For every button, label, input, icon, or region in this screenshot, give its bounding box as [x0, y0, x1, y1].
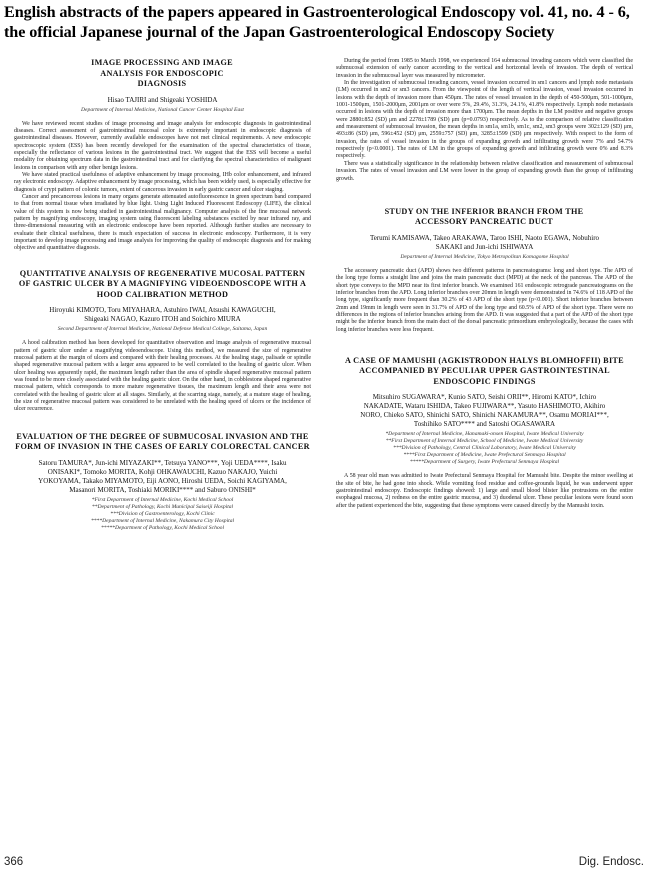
affiliation-line: Department of Internal Medicine, Tokyo Metropolitan Komagome Hospital [400, 253, 569, 260]
affiliation-line: *****Department of Surgery, Iwate Prefectural Senmaya Hospital [409, 459, 560, 466]
article-authors: Hisao TAJIRI and Shigeaki YOSHIDA [107, 95, 218, 104]
article-authors: Mitsuhiro SUGAWARA*, Kunio SATO, Seishi ORII**, Hiromi KATO*, Ichiro NAKADATE, Wataru ISHIDA, Takeo FUJIWARA**, Yasuto HASHIMOTO, Akihiro NORO, Chieko SATO, Shinichi SATO, Shinichi NAKAMURA**, Osamu MORIAI***, Toshihiko SATO**** and Satoshi OGASAWARA [360, 393, 609, 429]
article-abstract [14, 121, 311, 253]
affiliation-line: ***Division of Pathology, Central Clinical Laboratory, Iwate Medical University [393, 445, 576, 452]
article-inferior-branch [336, 207, 633, 334]
article-affiliations [14, 326, 311, 333]
abstract-paragraph: During the period from 1985 to March 1998, we experienced 164 submucosal invading cancers which were classified the submucosal extension of early cancer according to the vertical and horizontal levels of invasion. The depth of vertical invasion in the submucosal layer was measured by micrometer. [336, 58, 633, 79]
article-affiliations [14, 497, 311, 532]
article-image-processing [14, 58, 311, 253]
article-title: A CASE OF MAMUSHI (AGKISTRODON HALYS BLOMHOFFII) BITE ACCOMPANIED BY PECULIAR UPPER GASTROINTESTINAL ENDOSCOPIC FINDINGS [345, 355, 624, 386]
article-submucosal-invasion-continued [336, 58, 633, 183]
affiliation-line: Department of Internal Medicine, National Cancer Center Hospital East [81, 106, 244, 113]
article-abstract [14, 340, 311, 413]
affiliation-line: ****First Department of Medicine, Iwate Prefectural Senmaya Hospital [403, 452, 566, 459]
article-authors: Terumi KAMISAWA, Takeo ARAKAWA, Taroo ISHI, Naoto EGAWA, Nobuhiro SAKAKI and Jun-ichi ISHIWAYA [369, 233, 600, 251]
affiliation-line: Second Department of Internal Medicine, National Defense Medical College, Saitama, Japan [57, 326, 268, 333]
article-title: EVALUATION OF THE DEGREE OF SUBMUCOSAL INVASION AND THE FORM OF INVASION IN THE CASES OF EARLY COLORECTAL CANCER [15, 431, 310, 452]
affiliation-line: **First Department of Internal Medicine, School of Medicine, Iwate Medical University [385, 438, 584, 445]
article-affiliations [14, 107, 311, 114]
left-column [14, 58, 311, 544]
article-title: QUANTITATIVE ANALYSIS OF REGENERATIVE MUCOSAL PATTERN OF GASTRIC ULCER BY A MAGNIFYING VIDEOENDOSCOPE WITH A HOOD CALIBRATION METHOD [18, 268, 307, 299]
article-submucosal-invasion [14, 432, 311, 532]
right-column [336, 56, 633, 522]
abstract-paragraph: We have reviewed recent studies of image processing and image analysis for endoscopic diagnosis in gastrointestinal diseases. Correct assessment of gastrointestinal mucosal color is extremely important in endoscopic diagnosis of gastrointestinal diseases. However, currently available endoscopes have not met clinical requirements. A new endoscopic spectroscopic system (ESS) has been recently developed for the examination of the spectral characteristics of tissue, especially the reflectance of various lesions in the gastrointestinal tract. We suggest that the ESS will become a useful modality for obtaining spectrum data in the gastrointestinal tract and for clarifying the spectral characteristics of malignant lesions in comparison with any other benign lesions. [14, 120, 311, 171]
abstract-paragraph: A hood calibration method has been developed for quantitative observation and image analysis of regenerative mucosal pattern of gastric ulcer under a magnifying videoendoscope. Using this method, we measured the size of regenerative mucosal pattern at the margin of ulcers and compared with their healing processes. At the healing stage, palisade or spindle shaped regenerative mucosal pattern with a larger area appeared to be well correlated to the healing of gastric ulcer. When ulcer healing was apparently rapid, the maximum length rather than the area of spindle shaped regenerative mucosal pattern was found to be more closely associated with the healing gastric ulcer. On the other hand, in cobblestone shaped regenerative mucosal pattern, which corresponds to more mature regenerative tissues, the maximum length and their area were not correlated with the healing of gastric ulcer at all stages. Similarly, at the scarring stage, namely, at a mature stage of healing, the size of regenerative mucosal pattern was considered to be unrelated with the healing speed of ulcers or the incidence of ulcer recurrence. [14, 340, 311, 413]
affiliation-line: *****Department of Pathology, Kochi Medical School [100, 524, 225, 531]
article-abstract [336, 473, 633, 510]
affiliation-line: ****Department of Internal Medicine, Nakamura City Hospital [90, 517, 235, 524]
article-authors: Satoru TAMURA*, Jun-ichi MIYAZAKI**, Tetsuya YANO***, Yoji UEDA****, Isaku ONISAKI*, Tomoko MORITA, Kohji OHKAWAUCHI, Kazuo NAKAJO, Yuichi YOKOYAMA, Takako MIYAMOTO, Eiji AONO, Hiroshi UEDA, Soichi KAGIYAMA, Masanori MORITA, Toshiaki MORIKI**** and Saburo ONISHI* [38, 458, 287, 494]
affiliation-line: *First Department of Internal Medicine, Kochi Medical School [91, 496, 234, 503]
affiliation-line: **Department of Pathology, Kochi Municipal Saiseiji Hospital [91, 503, 234, 510]
article-abstract [336, 268, 633, 334]
abstract-paragraph: There was a statistically significance in the relationship between relative classification and measurement of submucosal invasion. The rates of vessel invasion and LM were lower in the group of expanding growth than the group of infiltrating growth. [336, 160, 633, 182]
article-quantitative-analysis [14, 269, 311, 414]
abstract-paragraph: In the investigation of submucosal invading cancers, vessel invasion occurred in sm1 cancers and lymph node metastasis (LM) occurred in sm2 or sm3 cancers. From the viewpoint of the length of vertical invasion, vessel invasion occurred in lesions with the depth of invasion more than 450μm. The rates of vessel invasion in the depth of 450-500μm, 501-1000μm, 1001-1500μm, 1501-2000μm, 2001μm or over were 5%, 29.4%, 31.3%, 24.1%, 41.8% respectively. Lymph node metastasis occurred in lesions with the depth of invasion more than 1700μm. The mean depths in the LM positive and negative groups were 2880±852 (SD) μm and 2278±1789 (SD) μm (p=0.0793) respectively. As to the comparison of relative classification and measurement of submucosal invasion, the mean depths in sm1a, sm1b, sm1c, sm2, sm3 groups were 302±129 (SD) μm, 493±86 (SD) μm, 596±452 (SD) μm, 2559±757 (SD) μm, 3285±1599 (SD) μm respectively. With respect to the form of invasion, the rates of vessel invasion in the groups of expanding growth and infiltrating growth were 7% and 54.7% respectively (p<0.0001). The rates of LM in the groups of expanding growth and infiltrating growth were 0% and 8.3% respectively. [336, 80, 633, 160]
page-title: English abstracts of the papers appeared in Gastroenterological Endoscopy vol. 41, no. 4 - 6, the official Japanese journal of the Japan Gastroenterological Endoscopy Society [4, 3, 630, 41]
abstract-paragraph: A 58 year old man was admitted to Iwate Prefectural Senmaya Hospital for Mamushi bite. Despite the minor swelling at the site of bite, he had gone into shock. While vomiting food residue and coffee-grounds liquid, he was underwent upper gastrointestinal endoscopy. Endoscopic findings showed: 1) large and small blood blister like protrusions on the entire esophageal mucosa, 2) redness on the entire gastric mucosa, and 3) duodenal ulcer. These peculiar lesions were found soon after the patient experienced the bite, suggesting that these symptoms were caused directly by the Mamushi toxin. [336, 473, 633, 509]
article-authors: Hiroyuki KIMOTO, Toru MIYAHARA, Astuhiro IWAI, Atsushi KAWAGUCHI, Shigeaki NAGAO, Kazuro ITOH and Soichiro MIURA [49, 306, 276, 324]
journal-abbreviation: Dig. Endosc. [578, 856, 644, 868]
article-abstract [336, 58, 633, 183]
affiliation-line: ***Division of Gastroenterology, Kochi Clinic [110, 510, 215, 517]
abstract-paragraph: We have stated practical usefulness of adaptive enhancement by image processing, IHb color enhancement, and infrared ray electronic endoscopy. Adaptive enhancement by image processing, which has been widely used, is especially effective for diagnosis of crypt pattern of colonic tumors, extent of cancerous invasion in early gastric cancer and ulcer staging. [14, 171, 311, 193]
page-footer [0, 856, 650, 872]
article-affiliations [336, 431, 633, 466]
affiliation-line: *Department of Internal Medicine, Hanamaki-onsen Hospital, Iwate Medical University [385, 431, 584, 438]
article-mamushi-bite [336, 356, 633, 510]
article-title: IMAGE PROCESSING AND IMAGE ANALYSIS FOR ENDOSCOPIC DIAGNOSIS [91, 58, 233, 88]
abstract-paragraph: Cancer and precancerous lesions in many organs generate attenuated autofluorescence in green spectrum band compared to that from normal tissue when irradiated by blue light. Using Light Induced Fluorescent Endoscopy (LIFE), the clinical value of this system is now being studied in gastrointestinal malignancy. Computer analysis of the fine mucosal network pattern by magnifying endoscopy, imaging system using fluorescent labeling substances excited by near infrared ray, and three-dimensional measuring with an electronic endoscope have been reported. Although further studies are necessary to evaluate their clinical usefulness, there is much expectation of success in electronic endoscopy. Furthermore, it is very important to develop image processing and image analysis for improving the quality of endoscopic diagnosis and for making objective and quantitative diagnosis. [14, 193, 311, 252]
article-title: STUDY ON THE INFERIOR BRANCH FROM THE ACCESSORY PANCREATIC DUCT [384, 206, 584, 227]
abstract-paragraph: The accessory pancreatic duct (APD) shows two different patterns in pancreatograms: long and short type. The APD of the long type forms a straight line and joins the main pancreatic duct (MPD) at the neck of the pancreas. The APD of the short type conveys to the MPD near its first inferior branch. We examined 161 endoscopic retrograde pancreatograms on the inferior branches from the APD. Long inferior branches over 20mm in length were demonstrated in 74.6% of 118 APD of the long type, significantly more frequent than 30.2% of 43 APD of the short type (p<0.001). Short inferior branches between 2mm and 19mm in length were seen in 31.7% of APD of the long type and 60.5% of APD of the short type. There were no differences in the regions of inferior branches arising from the APD. It was suggested that a part of the APD of the short type might be the inferior branch from the main duct of the dorsal pancreatic primordium embryologically, because the cases with long inferior branches were less frequent. [336, 267, 633, 333]
article-affiliations [336, 254, 633, 261]
page-number: 366 [4, 856, 24, 868]
